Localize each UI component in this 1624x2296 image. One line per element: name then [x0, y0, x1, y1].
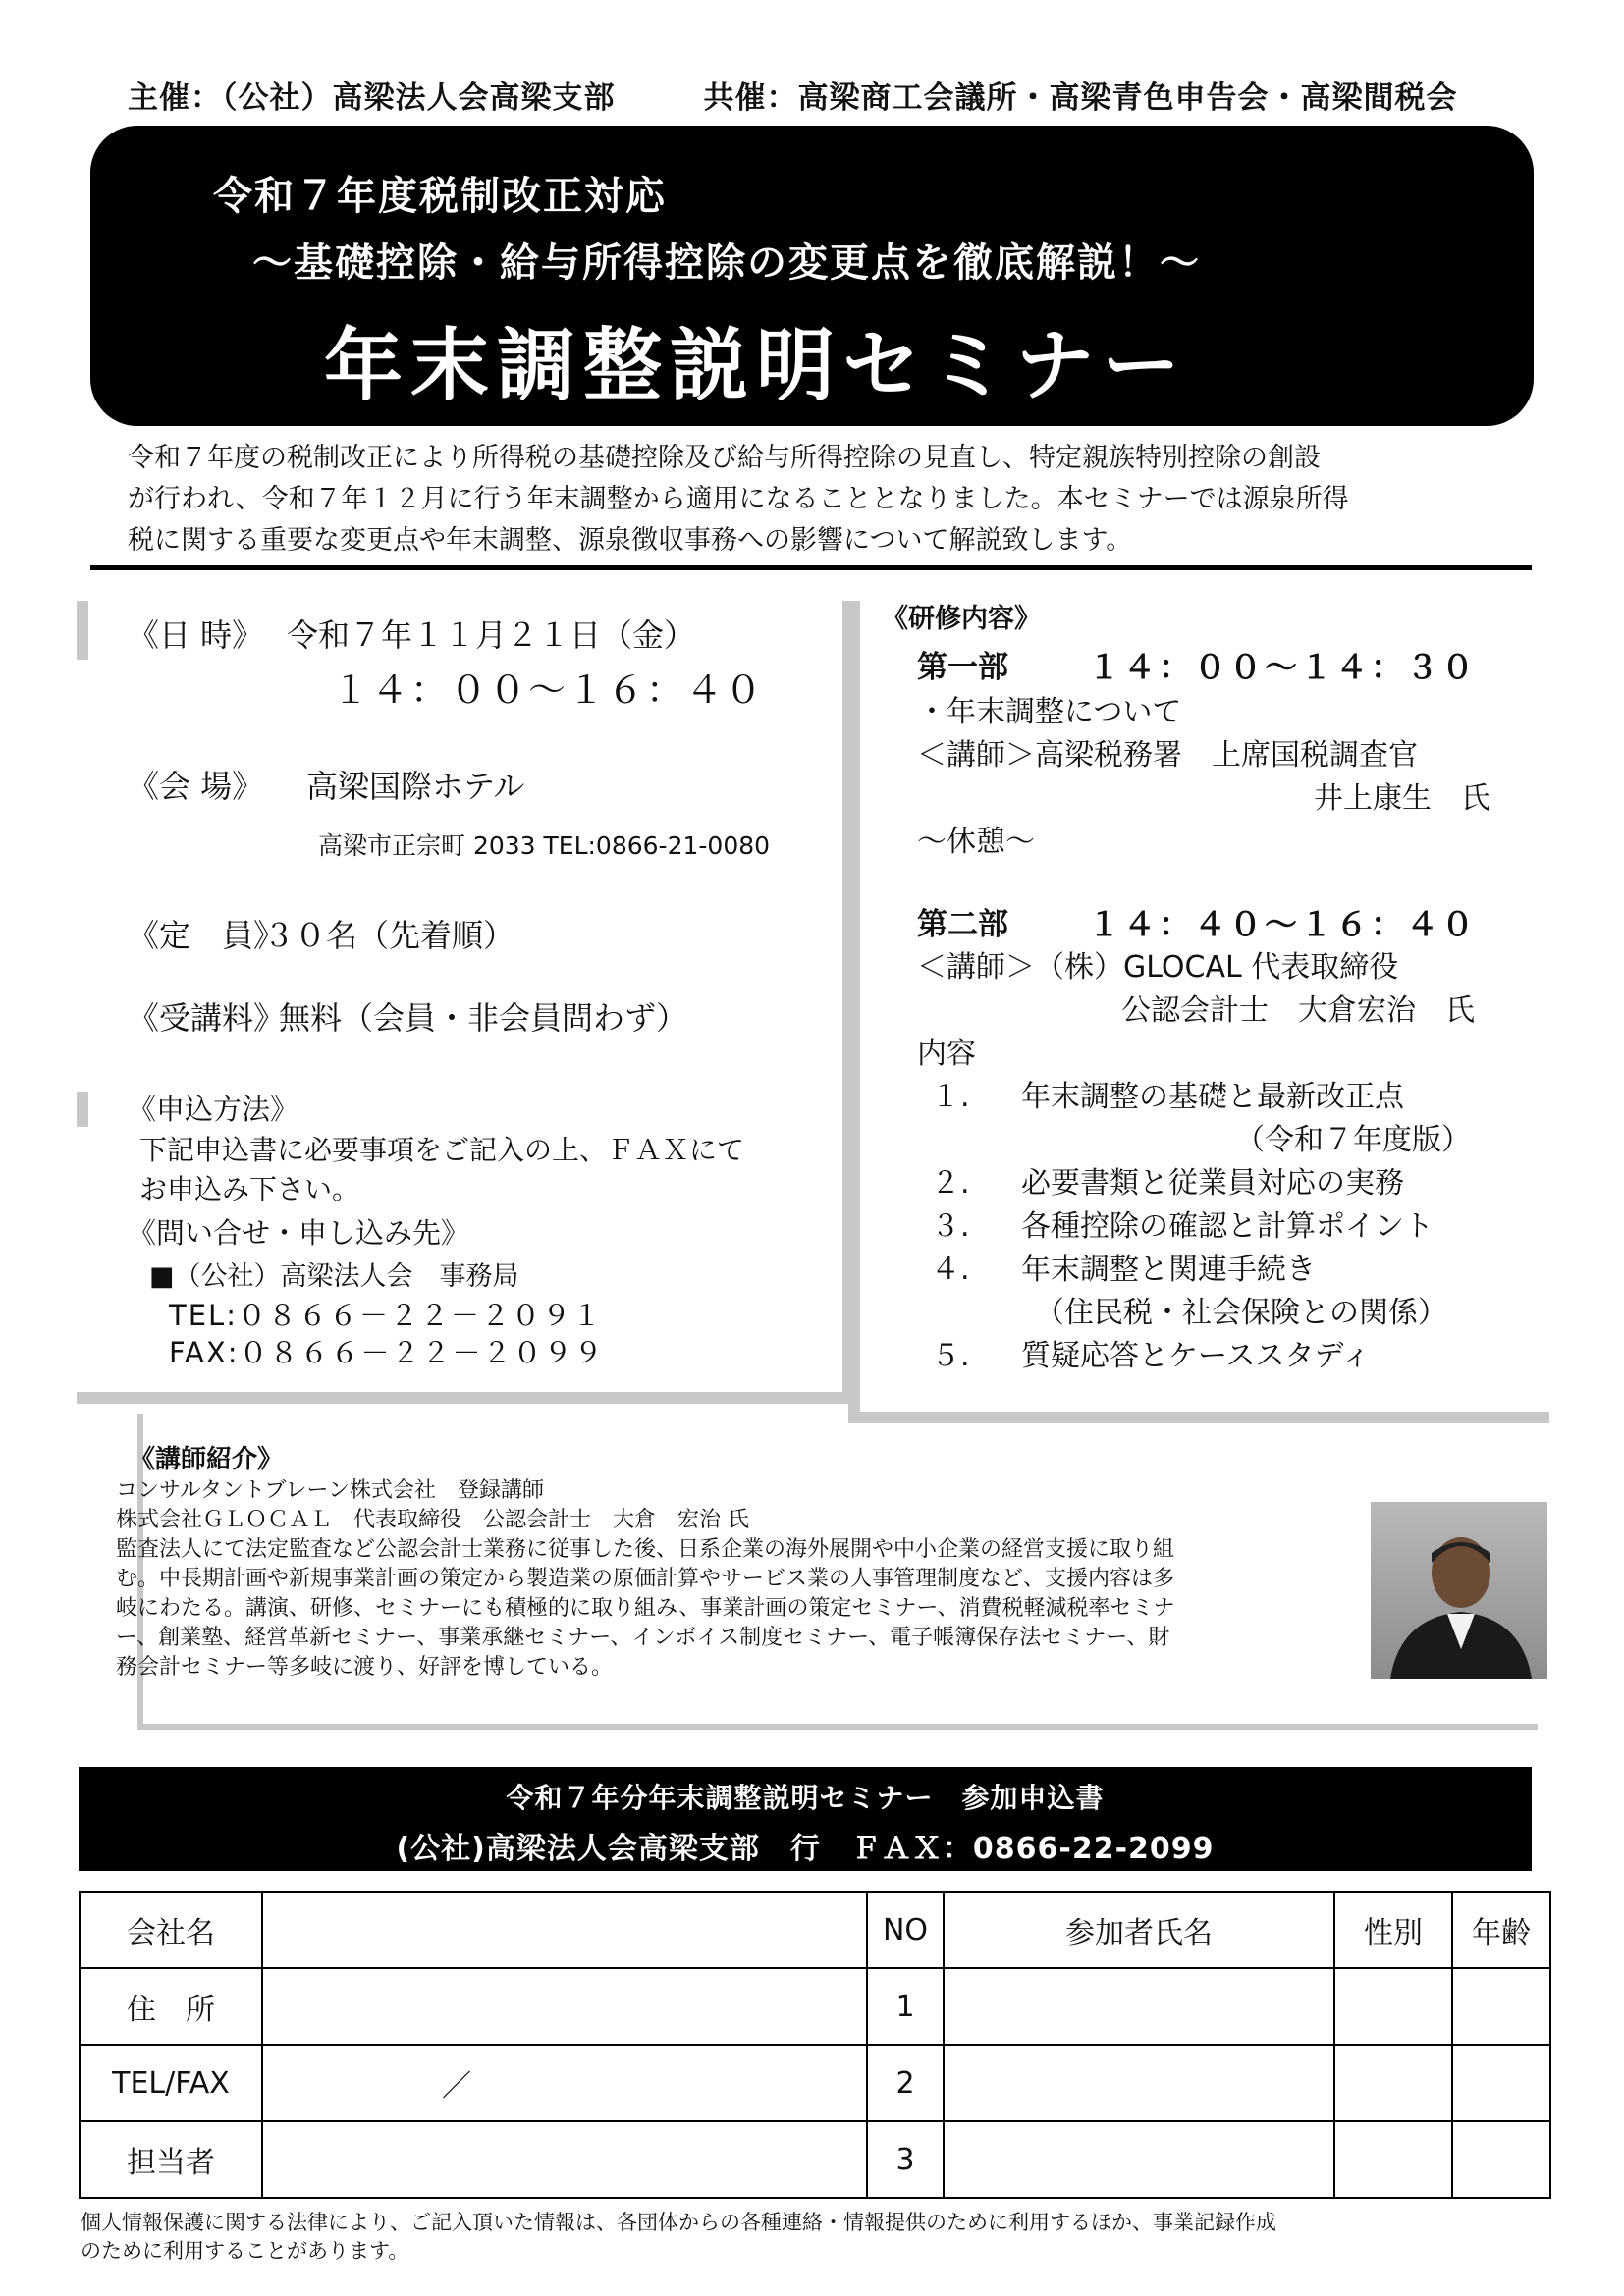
form-header: [79, 1767, 1532, 1871]
intro-line: 税に関する重要な変更点や年末調整、源泉徴収事務への影響について解説致します。: [128, 525, 1133, 556]
profile-line: コンサルタントブレーン株式会社 登録講師: [116, 1478, 545, 1503]
part1-topic: ・年末調整について: [917, 695, 1182, 729]
address-label: 住 所: [80, 1968, 262, 2045]
content-item: 各種控除の確認と計算ポイント: [1021, 1209, 1434, 1244]
venue-address: 高梁市正宗町 2033 TEL:0866-21-0080: [318, 831, 771, 860]
banner-subtitle: 令和７年度税制改正対応: [213, 174, 667, 219]
profile-text: [116, 1476, 1353, 1682]
telfax-slash: ／: [442, 2069, 471, 2104]
banner-tagline: ～基礎控除・給与所得控除の変更点を徹底解説！～: [252, 240, 1201, 286]
profile-line: 務会計セミナー等多岐に渡り、好評を博している。: [116, 1655, 614, 1680]
person-input[interactable]: [262, 2121, 867, 2198]
content-item-num: ４.: [931, 1253, 970, 1287]
organizer-line: [128, 73, 1458, 117]
age-input[interactable]: [1452, 2045, 1550, 2121]
part2-lecturer-name: 公認会計士 大倉宏治 氏: [1121, 993, 1475, 1028]
apply-label: 《申込方法》: [128, 1093, 299, 1126]
page-title: 年末調整説明セミナー: [324, 320, 1188, 411]
telfax-input[interactable]: [262, 2045, 867, 2121]
profile-label: 《講師紹介》: [130, 1445, 284, 1474]
time-value: １４：００～１６：４０: [332, 668, 765, 712]
table-row: [80, 2045, 1550, 2121]
row-number: 3: [867, 2121, 944, 2198]
notice-line: のために利用することがあります。: [81, 2239, 409, 2263]
table-row: [80, 1968, 1550, 2045]
content-item-num: ３.: [931, 1209, 970, 1244]
gender-header: 性別: [1334, 1892, 1452, 1968]
capacity-value: ３０名（先着順）: [263, 917, 515, 954]
content-label: 内容: [917, 1037, 976, 1071]
content-item: 必要書類と従業員対応の実務: [1021, 1166, 1404, 1201]
profile-line: 株式会社ＧＬＯＣＡＬ 代表取締役 公認会計士 大倉 宏治 氏: [116, 1508, 749, 1532]
content-item-num: ５.: [931, 1339, 970, 1373]
company-input[interactable]: [262, 1892, 867, 1968]
no-header: NO: [867, 1892, 944, 1968]
table-row: [80, 1892, 1550, 1968]
content-item: 年末調整の基礎と最新改正点: [1021, 1080, 1404, 1114]
fee-value: 無料（会員・非会員問わず）: [279, 999, 688, 1037]
part1-time: １４：００～１４：３０: [1088, 648, 1477, 686]
content-item: （令和７年度版）: [1235, 1123, 1471, 1157]
part2-lecturer: ＜講師＞（株）GLOCAL 代表取締役: [917, 950, 1399, 985]
privacy-notice: [81, 2209, 1534, 2266]
gender-input[interactable]: [1334, 2045, 1452, 2121]
intro-text: [128, 438, 1522, 561]
content-item: （住民税・社会保険との関係）: [1035, 1296, 1447, 1330]
contact-tel: TEL:０８６６－２２－２０９１: [169, 1299, 603, 1332]
form-title: 令和７年分年末調整説明セミナー 参加申込書: [506, 1782, 1105, 1814]
person-icon: [1371, 1502, 1547, 1679]
box-shade: [77, 1092, 88, 1127]
venue-value: 高梁国際ホテル: [306, 768, 525, 805]
intro-line: 令和７年度の税制改正により所得税の基礎控除及び給与所得控除の見直し、特定親族特別控除の創設: [128, 443, 1321, 473]
date-label: 《日 時》: [128, 616, 264, 654]
age-header: 年齢: [1452, 1892, 1550, 1968]
gender-input[interactable]: [1334, 1968, 1452, 2045]
person-label: 担当者: [80, 2121, 262, 2198]
intro-line: が行われ、令和７年１２月に行う年末調整から適用になることとなりました。本セミナーでは源泉所得: [128, 484, 1349, 514]
contact-org: ■（公社）高梁法人会 事務局: [149, 1261, 519, 1292]
row-number: 2: [867, 2045, 944, 2121]
content-item: 年末調整と関連手続き: [1021, 1253, 1316, 1287]
venue-label: 《会 場》: [128, 768, 264, 805]
profile-line: 監査法人にて法定監査など公認会計士業務に従事した後、日系企業の海外展開や中小企業の経営支援に取り組: [116, 1537, 1175, 1562]
form-fax: (公社)高梁法人会高梁支部 行 ＦＡＸ：0866-22-2099: [396, 1832, 1215, 1866]
part1-lecturer: ＜講師＞高梁税務署 上席国税調査官: [917, 738, 1418, 773]
notice-line: 個人情報保護に関する法律により、ご記入頂いた情報は、各団体からの各種連絡・情報提供のために利用するほか、事業記録作成: [81, 2211, 1276, 2234]
age-input[interactable]: [1452, 1968, 1550, 2045]
participant-name-input[interactable]: [944, 2045, 1334, 2121]
profile-line: 岐にわたる。講演、研修、セミナーにも積極的に取り組み、事業計画の策定セミナー、消費税軽減税率セミナ: [116, 1596, 1175, 1621]
address-input[interactable]: [262, 1968, 867, 2045]
part1-lecturer-name: 井上康生 氏: [1314, 781, 1490, 816]
break-label: ～休憩～: [917, 825, 1035, 859]
participant-name-input[interactable]: [944, 2121, 1334, 2198]
part2-name: 第二部: [917, 907, 1008, 942]
profile-line: ー、創業塾、経営革新セミナー、事業承継セミナー、インボイス制度セミナー、電子帳簿保存法セミナー、財: [116, 1626, 1170, 1650]
capacity-label: 《定 員》: [128, 917, 286, 954]
contact-fax: FAX:０８６６－２２－２０９９: [169, 1336, 605, 1369]
company-label: 会社名: [80, 1892, 262, 1968]
profile-line: む。中長期計画や新規事業計画の策定から製造業の原価計算やサービス業の人事管理制度など、支援内容は多: [116, 1567, 1175, 1591]
part1-name: 第一部: [917, 650, 1008, 685]
content-item-num: １.: [931, 1080, 970, 1114]
row-number: 1: [867, 1968, 944, 2045]
divider: [90, 565, 1532, 570]
telfax-label: TEL/FAX: [80, 2045, 262, 2121]
gender-input[interactable]: [1334, 2121, 1452, 2198]
application-form: [79, 1891, 1551, 2199]
apply-line: お申込み下さい。: [139, 1173, 360, 1205]
participant-header: 参加者氏名: [944, 1892, 1334, 1968]
program-label: 《研修内容》: [882, 604, 1041, 634]
fee-label: 《受講料》: [128, 999, 286, 1037]
content-item: 質疑応答とケーススタディ: [1021, 1339, 1372, 1373]
age-input[interactable]: [1452, 2121, 1550, 2198]
table-row: [80, 2121, 1550, 2198]
organizer: 主催：（公社）高梁法人会高梁支部: [128, 80, 616, 116]
content-item-num: ２.: [931, 1166, 970, 1201]
box-shade: [77, 601, 88, 660]
cosponsor: 共催：高梁商工会議所・高梁青色申告会・高梁間税会: [703, 80, 1458, 116]
contact-label: 《問い合せ・申し込み先》: [128, 1216, 470, 1250]
apply-line: 下記申込書に必要事項をご記入の上、ＦＡＸにて: [139, 1134, 745, 1166]
lecturer-photo: [1371, 1502, 1547, 1679]
part2-time: １４：４０～１６：４０: [1088, 905, 1477, 943]
title-banner: [90, 126, 1534, 426]
date-value: 令和７年１１月２１日（金）: [287, 616, 696, 654]
participant-name-input[interactable]: [944, 1968, 1334, 2045]
